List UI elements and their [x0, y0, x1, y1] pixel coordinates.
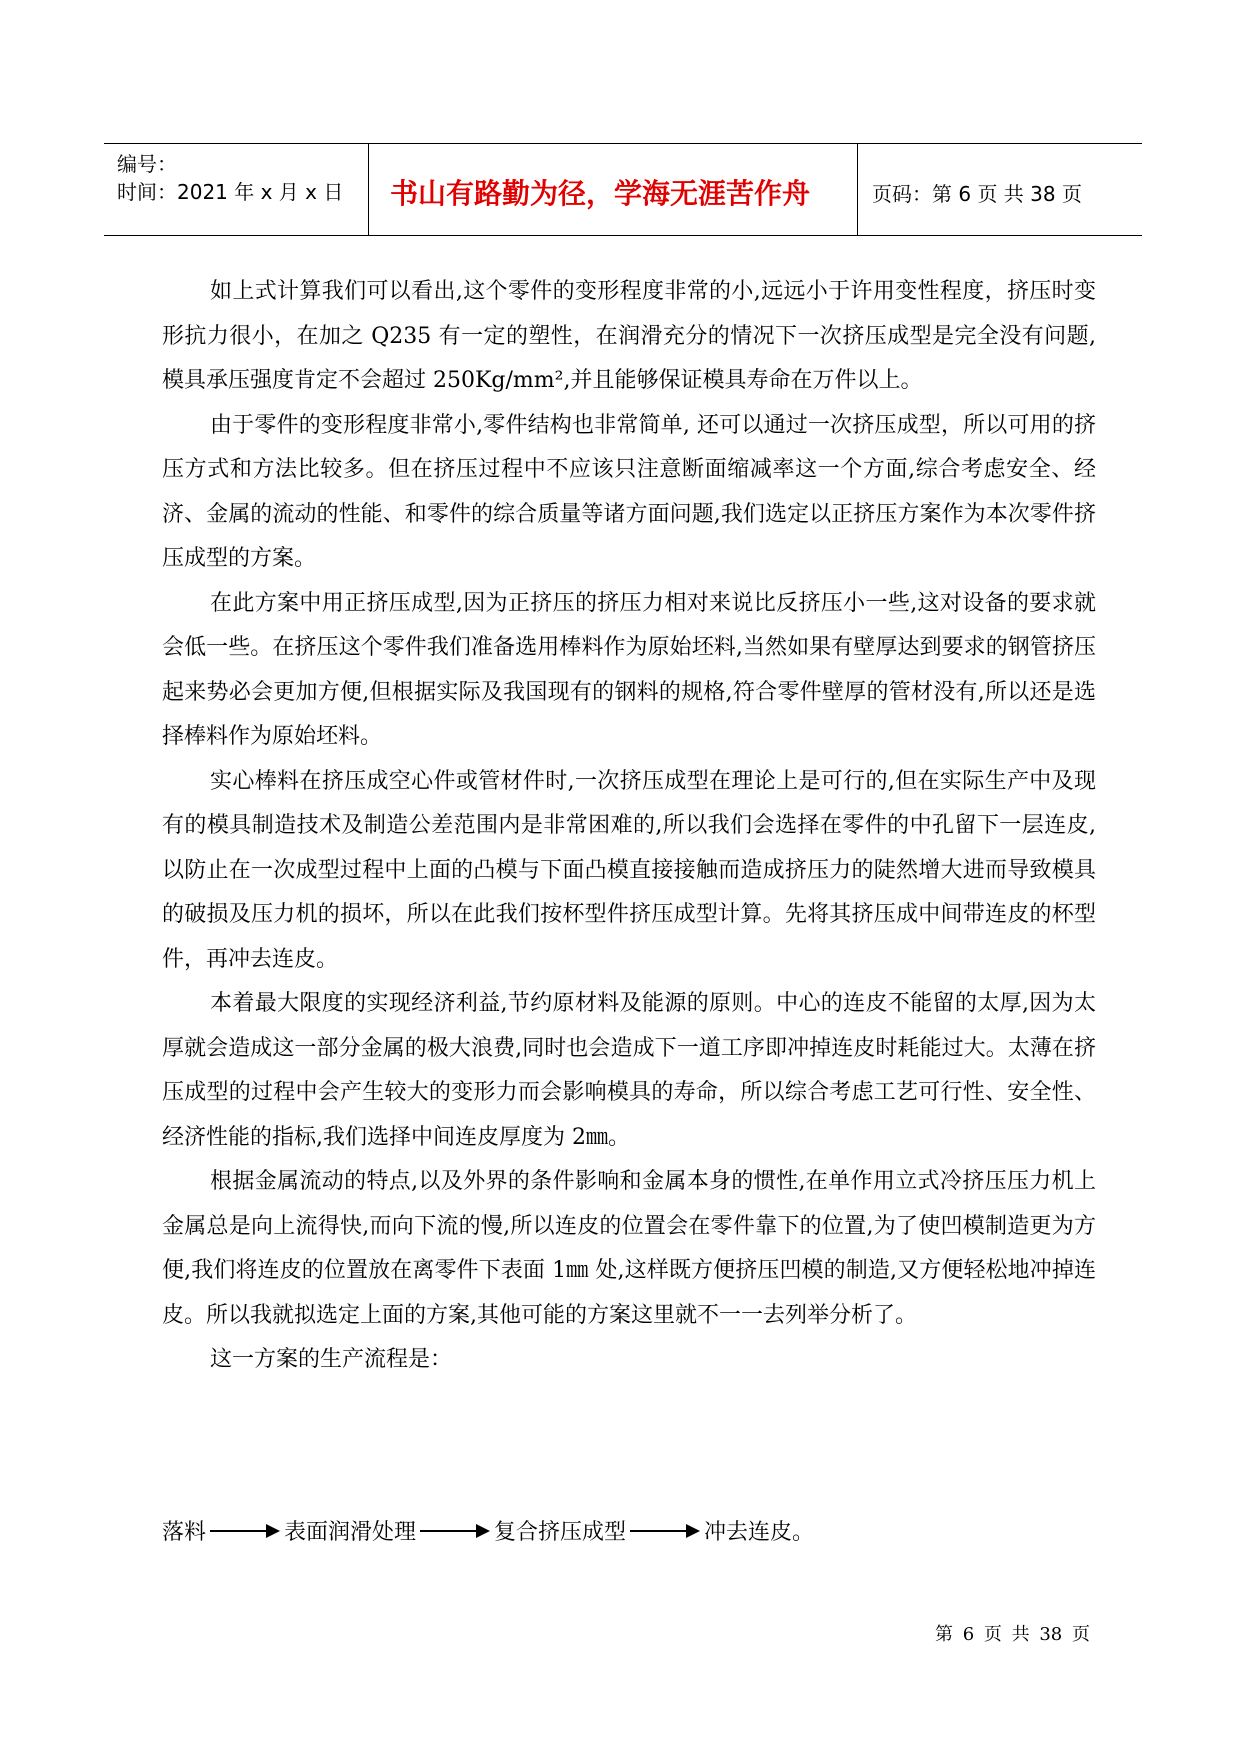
right-arrow-icon	[210, 1524, 280, 1538]
header-top-rule	[104, 143, 1142, 144]
header-divider-right	[857, 143, 858, 236]
header-bottom-rule	[104, 235, 1142, 236]
paragraph: 如上式计算我们可以看出,这个零件的变形程度非常的小,远远小于许用变性程度，挤压时变形抗力很小，在加之 Q235 有一定的塑性，在润滑充分的情况下一次挤压成型是完全没有问题,模具承压强度肯定不会超过 250Kg/mm²,并且能够保证模具寿命在万件以上。	[162, 279, 1096, 393]
page-footer: 第 6 页 共 38 页	[935, 1624, 1090, 1645]
flow-step: 复合挤压成型	[494, 1520, 627, 1545]
header-page-info: 页码：第 6 页 共 38 页	[872, 182, 1082, 206]
paragraph: 根据金属流动的特点,以及外界的条件影响和金属本身的惯性,在单作用立式冷挤压压力机上金属总是向上流得快,而向下流的慢,所以连皮的位置会在零件靠下的位置,为了使凹模制造更为方便,我们将连皮的位置放在离零件下表面 1㎜ 处,这样既方便挤压凹模的制造,又方便轻松地冲掉连皮。所以我就拟选定上面的方案,其他可能的方案这里就不一一去列举分析了。	[162, 1169, 1096, 1328]
header-divider-left	[368, 143, 369, 236]
paragraph: 这一方案的生产流程是：	[210, 1347, 453, 1372]
flow-step: 冲去连皮。	[704, 1520, 815, 1545]
right-arrow-icon	[630, 1524, 700, 1538]
header-motto: 书山有路勤为径，学海无涯苦作舟	[390, 177, 811, 210]
paragraph: 本着最大限度的实现经济利益,节约原材料及能源的原则。中心的连皮不能留的太厚,因为太厚就会造成这一部分金属的极大浪费,同时也会造成下一道工序即冲掉连皮时耗能过大。太薄在挤压成型的过程中会产生较大的变形力而会影响模具的寿命，所以综合考虑工艺可行性、安全性、经济性能的指标,我们选择中间连皮厚度为 2㎜。	[162, 991, 1096, 1150]
flow-step: 表面润滑处理	[284, 1520, 417, 1545]
body-text	[162, 270, 1096, 1383]
right-arrow-icon	[420, 1524, 490, 1538]
paragraph: 由于零件的变形程度非常小,零件结构也非常简单, 还可以通过一次挤压成型，所以可用的挤压方式和方法比较多。但在挤压过程中不应该只注意断面缩减率这一个方面,综合考虑安全、经济、金属的流动的性能、和零件的综合质量等诸方面问题,我们选定以正挤压方案作为本次零件挤压成型的方案。	[162, 412, 1096, 571]
flow-step: 落料	[162, 1520, 207, 1545]
doc-time-label: 时间：2021 年 x 月 x 日	[117, 180, 344, 204]
paragraph: 实心棒料在挤压成空心件或管材件时,一次挤压成型在理论上是可行的,但在实际生产中及现有的模具制造技术及制造公差范围内是非常困难的,所以我们会选择在零件的中孔留下一层连皮,以防止在一次成型过程中上面的凸模与下面凸模直接接触而造成挤压力的陡然增大进而导致模具的破损及压力机的损坏，所以在此我们按杯型件挤压成型计算。先将其挤压成中间带连皮的杯型件，再冲去连皮。	[162, 768, 1096, 972]
paragraph: 在此方案中用正挤压成型,因为正挤压的挤压力相对来说比反挤压小一些,这对设备的要求就会低一些。在挤压这个零件我们准备选用棒料作为原始坯料,当然如果有壁厚达到要求的钢管挤压起来势必会更加方便,但根据实际及我国现有的钢料的规格,符合零件壁厚的管材没有,所以还是选择棒料作为原始坯料。	[162, 590, 1096, 749]
doc-number-label: 编号：	[117, 152, 177, 176]
process-flow	[162, 1515, 814, 1546]
